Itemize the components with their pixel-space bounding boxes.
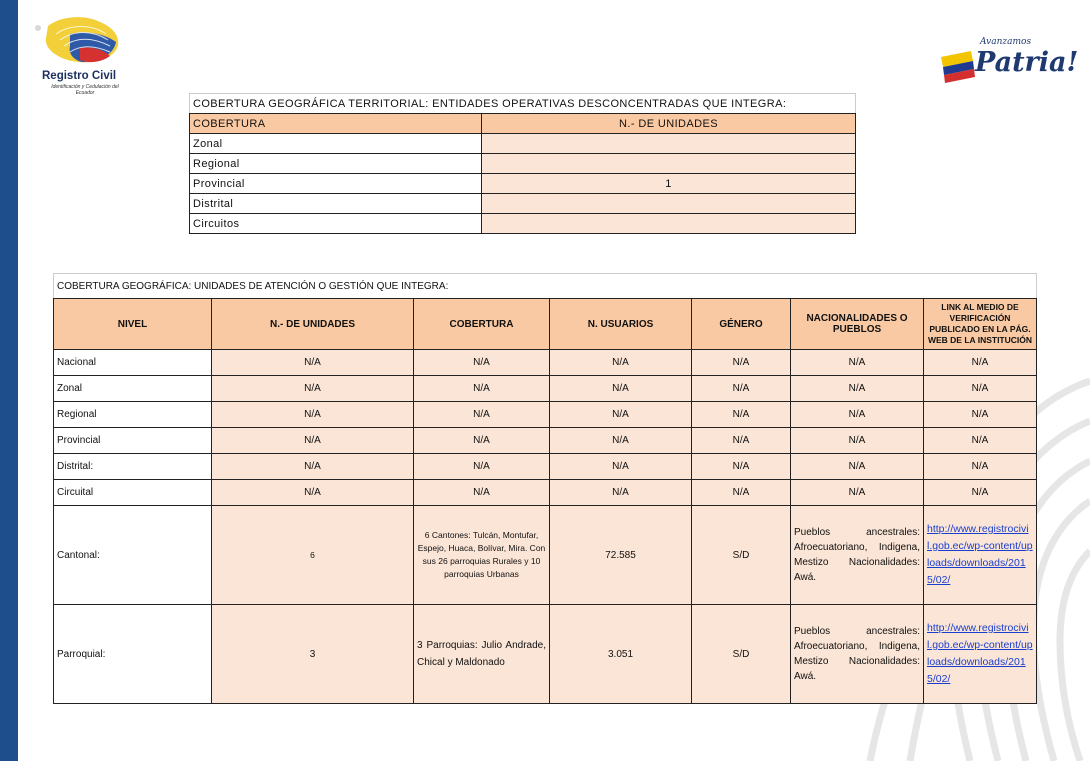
- header-cobertura: COBERTURA: [414, 299, 550, 350]
- row-value: N/A: [550, 376, 692, 402]
- row-value: N/A: [791, 454, 924, 480]
- registro-civil-logo: [30, 12, 150, 102]
- row-value: N/A: [212, 454, 414, 480]
- row-value: N/A: [414, 350, 550, 376]
- row-value: N/A: [550, 402, 692, 428]
- table-row-cantonal: [54, 506, 1037, 605]
- header-nivel: NIVEL: [54, 299, 212, 350]
- row-unidades: 3: [212, 605, 414, 704]
- row-label: Distrital: [190, 194, 482, 214]
- logo-slogan-small: Avanzamos: [980, 37, 1032, 47]
- territorial-coverage-table: [189, 93, 856, 234]
- header-genero: GÉNERO: [692, 299, 791, 350]
- row-value: N/A: [414, 480, 550, 506]
- row-value: N/A: [692, 454, 791, 480]
- row-value: [482, 154, 856, 174]
- row-label: Zonal: [190, 134, 482, 154]
- row-value: N/A: [550, 350, 692, 376]
- table-row-parroquial: [54, 605, 1037, 704]
- left-accent-bar: [0, 0, 18, 761]
- header-num-unidades: N.- DE UNIDADES: [482, 114, 856, 134]
- row-label: Cantonal:: [54, 506, 212, 605]
- row-value: N/A: [692, 428, 791, 454]
- row-genero: S/D: [692, 506, 791, 605]
- header-usuarios: N. USUARIOS: [550, 299, 692, 350]
- row-value: N/A: [550, 454, 692, 480]
- row-label: Provincial: [190, 174, 482, 194]
- table-row: [190, 154, 856, 174]
- ecuador-flag-icon: [937, 47, 977, 87]
- row-value: N/A: [692, 402, 791, 428]
- logo-title: Registro Civil: [42, 70, 117, 82]
- table-row: [54, 376, 1037, 402]
- header-num-unidades: N.- DE UNIDADES: [212, 299, 414, 350]
- fingerprint-map-icon: [30, 12, 150, 72]
- row-value: N/A: [791, 376, 924, 402]
- row-value: N/A: [550, 428, 692, 454]
- header-nacionalidades: NACIONALIDADES O PUEBLOS: [791, 299, 924, 350]
- row-value: N/A: [924, 480, 1037, 506]
- row-value: N/A: [550, 480, 692, 506]
- row-label: Zonal: [54, 376, 212, 402]
- row-value: [482, 194, 856, 214]
- row-value: N/A: [791, 480, 924, 506]
- row-value: N/A: [414, 376, 550, 402]
- row-usuarios: 72.585: [550, 506, 692, 605]
- territorial-table-title: COBERTURA GEOGRÁFICA TERRITORIAL: ENTIDADES OPERATIVAS DESCONCENTRADAS QUE INTEGRA:: [190, 94, 856, 114]
- table-row: [54, 454, 1037, 480]
- table-row: [54, 428, 1037, 454]
- row-usuarios: 3.051: [550, 605, 692, 704]
- row-nacionalidades: Pueblos ancestrales: Afroecuatoriano, Indigena, Mestizo Nacionalidades: Awá.: [791, 506, 924, 605]
- row-cobertura: 6 Cantones: Tulcán, Montufar, Espejo, Huaca, Bolívar, Mira. Con sus 26 parroquias Rurales y 10 parroquias Urbanas: [414, 506, 550, 605]
- attention-units-table: [53, 273, 1037, 704]
- row-value: N/A: [791, 428, 924, 454]
- header-link: LINK AL MEDIO DE VERIFICACIÓN PUBLICADO EN LA PÁG. WEB DE LA INSTITUCIÓN: [924, 299, 1037, 350]
- row-value: 1: [482, 174, 856, 194]
- row-value: N/A: [212, 480, 414, 506]
- row-value: N/A: [924, 428, 1037, 454]
- verification-link[interactable]: http://www.registrocivil.gob.ec/wp-content/uploads/downloads/2015/02/: [927, 523, 1033, 586]
- row-value: N/A: [414, 454, 550, 480]
- row-label: Distrital:: [54, 454, 212, 480]
- row-value: N/A: [791, 350, 924, 376]
- table-row: [190, 134, 856, 154]
- table-row: [54, 480, 1037, 506]
- row-value: N/A: [924, 376, 1037, 402]
- row-value: N/A: [212, 402, 414, 428]
- row-value: N/A: [791, 402, 924, 428]
- row-value: N/A: [212, 376, 414, 402]
- row-genero: S/D: [692, 605, 791, 704]
- table-row: [54, 350, 1037, 376]
- row-value: N/A: [924, 454, 1037, 480]
- row-value: N/A: [924, 350, 1037, 376]
- table-row: [190, 174, 856, 194]
- row-label: Parroquial:: [54, 605, 212, 704]
- row-unidades: 6: [212, 506, 414, 605]
- row-value: N/A: [212, 428, 414, 454]
- logo-slogan-big: Patria!: [975, 47, 1079, 78]
- table-row: [190, 214, 856, 234]
- row-value: N/A: [692, 480, 791, 506]
- row-label: Circuitos: [190, 214, 482, 234]
- row-nacionalidades: Pueblos ancestrales: Afroecuatoriano, Indigena, Mestizo Nacionalidades: Awá.: [791, 605, 924, 704]
- table-row: [190, 194, 856, 214]
- row-value: N/A: [212, 350, 414, 376]
- row-value: N/A: [414, 402, 550, 428]
- row-value: [482, 134, 856, 154]
- row-value: N/A: [692, 350, 791, 376]
- row-label: Circuital: [54, 480, 212, 506]
- row-label: Regional: [190, 154, 482, 174]
- row-value: N/A: [692, 376, 791, 402]
- avanzamos-patria-logo: [935, 35, 1079, 90]
- row-value: N/A: [924, 402, 1037, 428]
- row-label: Nacional: [54, 350, 212, 376]
- row-value: N/A: [414, 428, 550, 454]
- attention-table-title: COBERTURA GEOGRÁFICA: UNIDADES DE ATENCIÓN O GESTIÓN QUE INTEGRA:: [54, 274, 1037, 299]
- header-cobertura: COBERTURA: [190, 114, 482, 134]
- table-row: [54, 402, 1037, 428]
- row-label: Provincial: [54, 428, 212, 454]
- verification-link[interactable]: http://www.registrocivil.gob.ec/wp-content/uploads/downloads/2015/02/: [927, 622, 1033, 685]
- row-label: Regional: [54, 402, 212, 428]
- row-cobertura: 3 Parroquias: Julio Andrade, Chical y Maldonado: [414, 605, 550, 704]
- row-value: [482, 214, 856, 234]
- logo-subtitle: Identificación y Cedulación del Ecuador: [51, 84, 119, 96]
